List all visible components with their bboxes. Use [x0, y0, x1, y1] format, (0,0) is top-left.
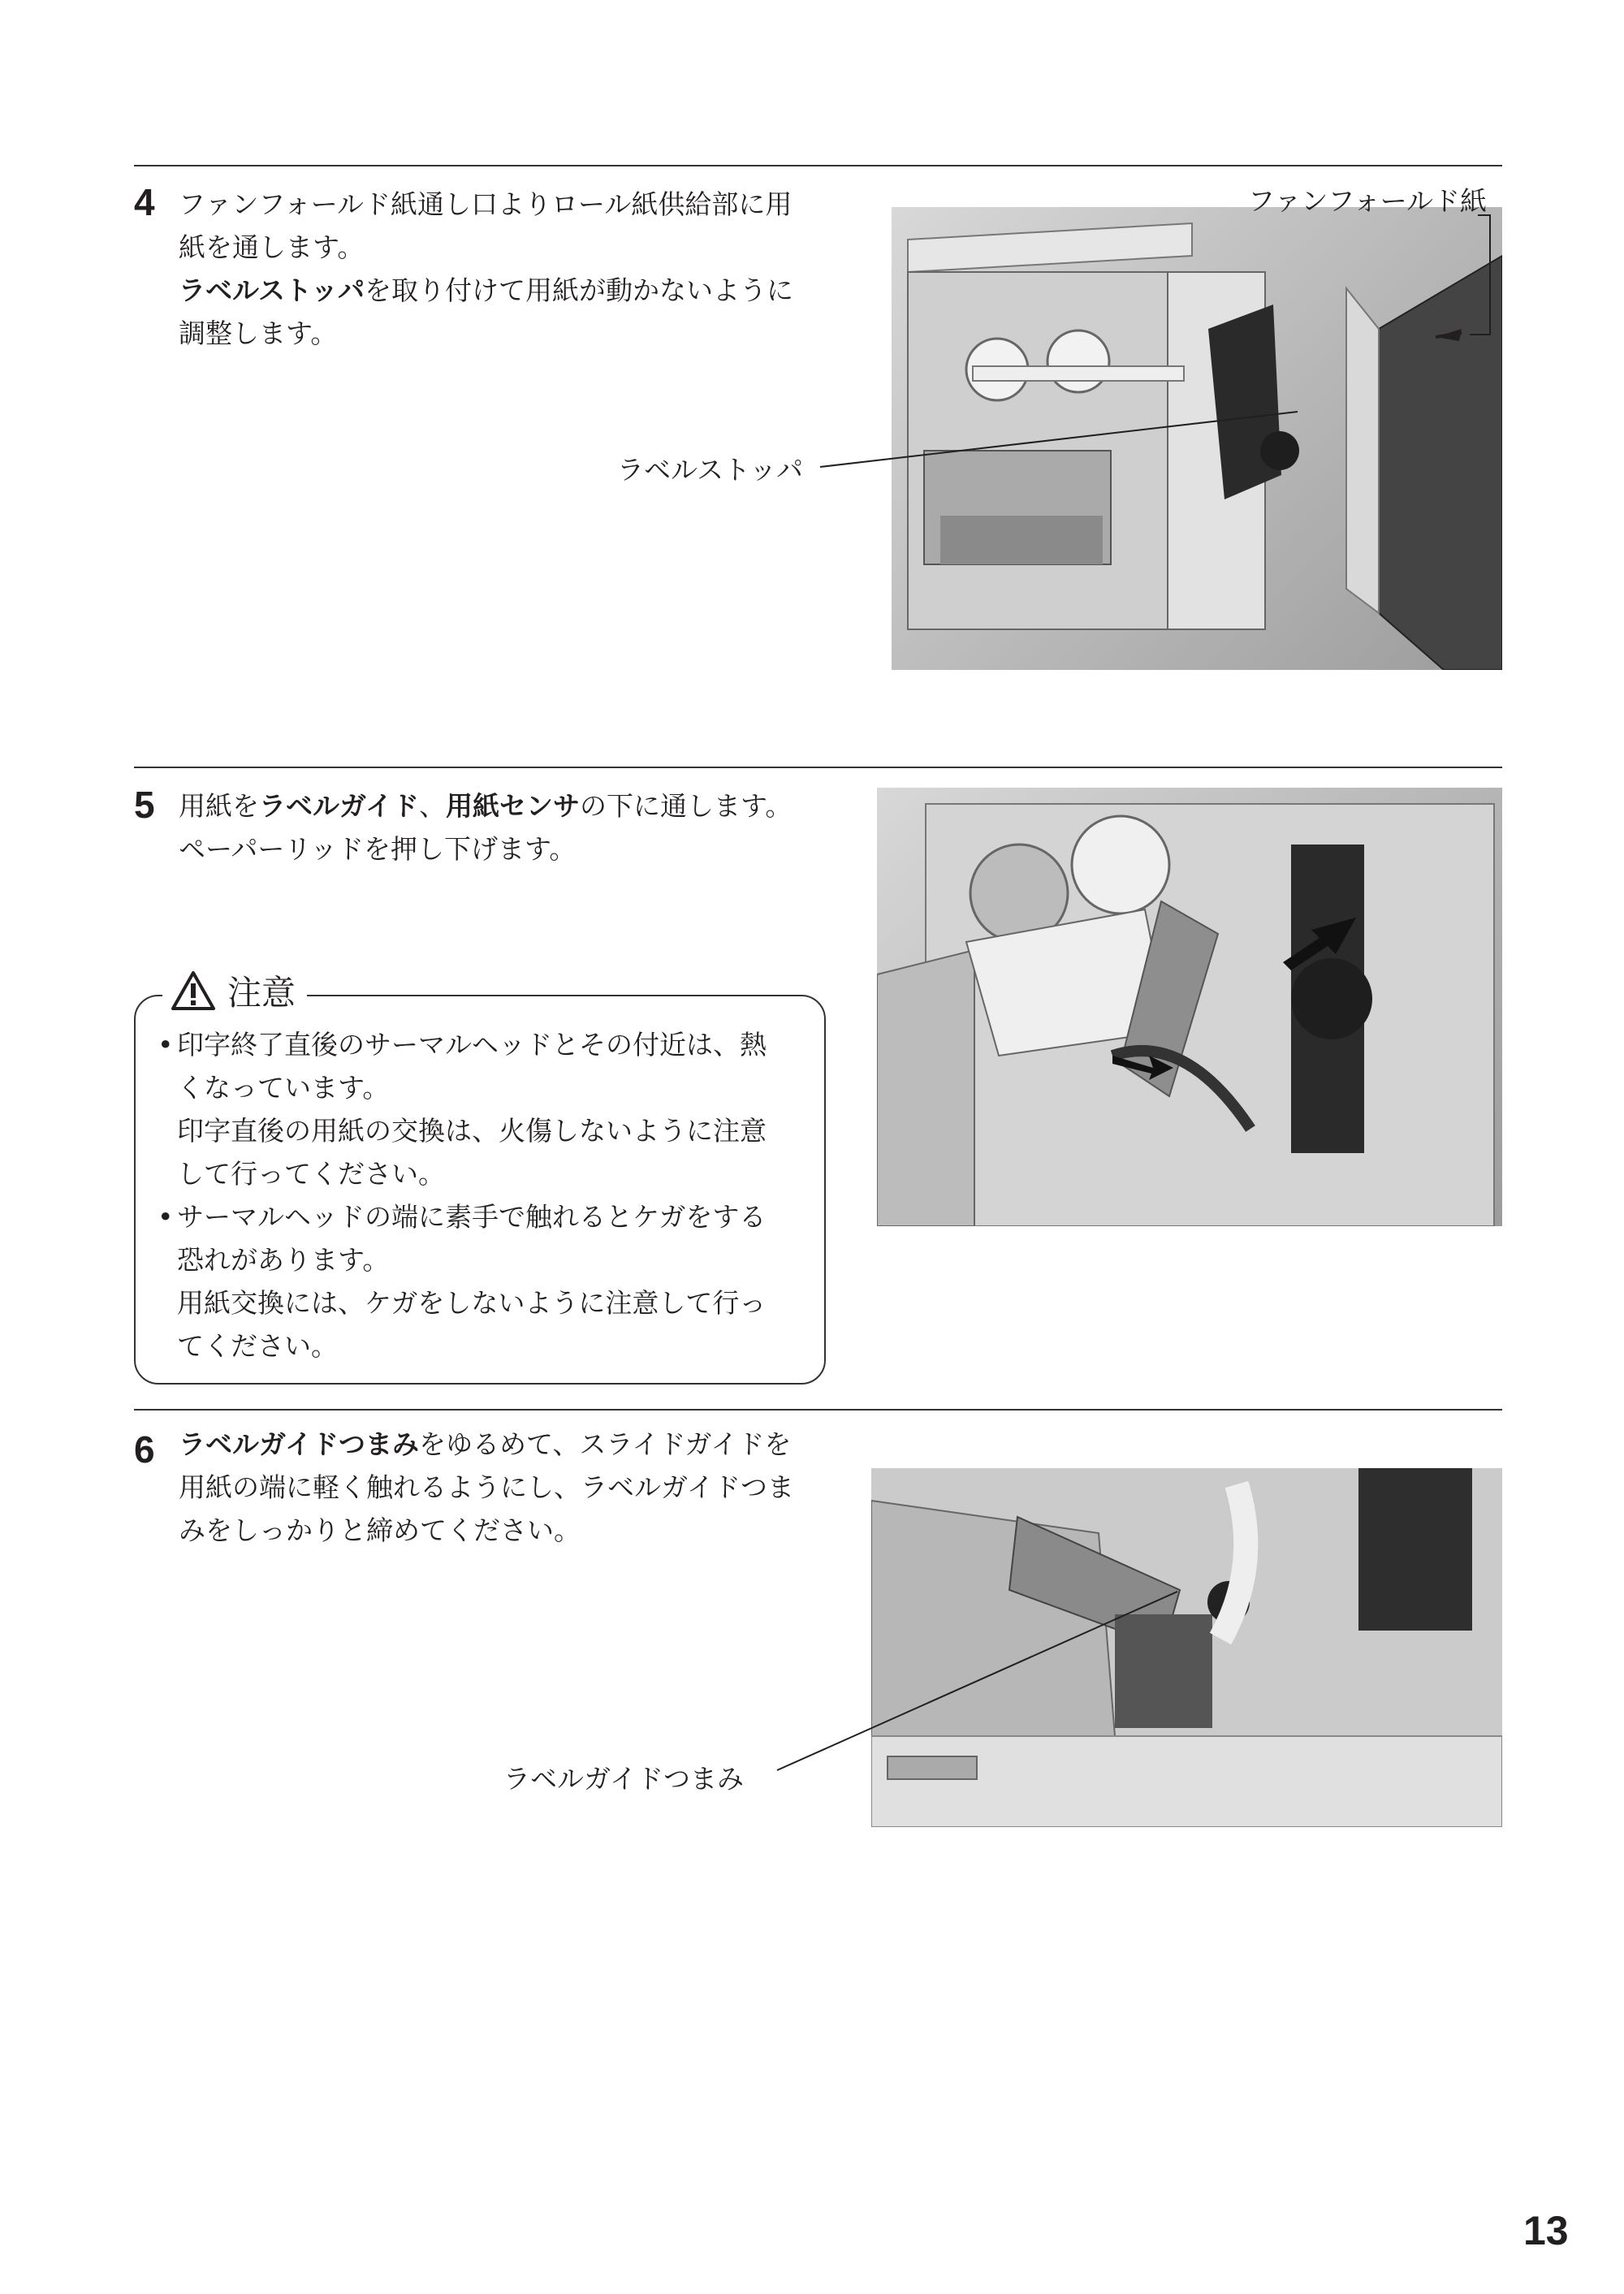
caution-title	[162, 966, 307, 1015]
step-text-line	[179, 1509, 794, 1552]
step-5-text	[179, 784, 792, 871]
step-5-number: 5	[134, 784, 155, 826]
printer-paper-path-illustration	[877, 788, 1502, 1226]
text-segment: みをしっかりと締めてください。	[179, 1514, 581, 1546]
section-rule-4	[134, 165, 1502, 166]
bullet: •	[158, 1029, 174, 1061]
emphasized-term: ラベルガイド	[259, 790, 420, 822]
caution-line: して行ってください。	[177, 1158, 445, 1190]
text-segment: 用紙の端に軽く触れるようにし、ラベルガイドつま	[179, 1471, 795, 1503]
callout-label-stopper: ラベルストッパ	[617, 454, 804, 486]
caution-line: 印字終了直後のサーマルヘッドとその付近は、熱	[177, 1029, 767, 1061]
page-number: 13	[1523, 2208, 1569, 2253]
callout-label-guide-knob: ラベルガイドつまみ	[503, 1763, 745, 1795]
caution-line: くなっています。	[177, 1072, 390, 1104]
caution-title-text: 注意	[227, 973, 296, 1013]
caution-line: 印字直後の用紙の交換は、火傷しないように注意	[177, 1115, 767, 1147]
step-4-photo	[892, 207, 1502, 670]
step-5-photo	[877, 788, 1502, 1226]
step-text-line	[179, 784, 792, 827]
text-segment: 、	[419, 790, 447, 822]
text-segment: 用紙を	[179, 790, 259, 822]
text-segment: をゆるめて、スライドガイドを	[419, 1428, 792, 1460]
step-6-photo	[871, 1468, 1502, 1827]
text-segment: 紙を通します。	[179, 231, 365, 263]
caution-line: てください。	[177, 1330, 338, 1362]
text-segment: を取り付けて用紙が動かないように	[365, 274, 794, 306]
step-4-text	[179, 183, 793, 355]
step-6-text	[179, 1423, 794, 1552]
text-segment: ペーパーリッドを押し下げます。	[179, 833, 577, 865]
text-segment: の下に通します。	[580, 790, 793, 822]
callout-fanfold-paper: ファンフォールド紙	[1248, 185, 1488, 217]
step-text-line	[179, 183, 793, 226]
step-6-number: 6	[134, 1428, 155, 1471]
step-text-line	[179, 269, 793, 312]
caution-line: サーマルヘッドの端に素手で触れるとケガをする	[177, 1201, 767, 1233]
emphasized-term: ラベルガイドつまみ	[179, 1428, 420, 1460]
bullet: •	[158, 1201, 174, 1233]
emphasized-term: 用紙センサ	[446, 790, 581, 822]
step-4-number: 4	[134, 181, 155, 223]
caution-line: 恐れがあります。	[177, 1244, 390, 1276]
section-rule-6	[134, 1409, 1502, 1411]
step-text-line	[179, 827, 792, 871]
caution-line: 用紙交換には、ケガをしないように注意して行っ	[177, 1287, 767, 1319]
caution-item-2	[154, 1195, 812, 1367]
caution-item-1	[154, 1023, 812, 1195]
printer-open-cover-illustration	[892, 207, 1502, 670]
caution-items	[154, 1023, 812, 1367]
step-text-line	[179, 312, 793, 355]
text-segment: 調整します。	[179, 318, 338, 349]
section-rule-5	[134, 767, 1502, 768]
emphasized-term: ラベルストッパ	[179, 274, 365, 306]
step-text-line	[179, 1423, 794, 1466]
text-segment: ファンフォールド紙通し口よりロール紙供給部に用	[179, 188, 793, 220]
warning-triangle-icon	[171, 970, 216, 1011]
label-guide-knob-illustration	[871, 1468, 1502, 1827]
step-text-line	[179, 1466, 794, 1509]
step-text-line	[179, 226, 793, 269]
